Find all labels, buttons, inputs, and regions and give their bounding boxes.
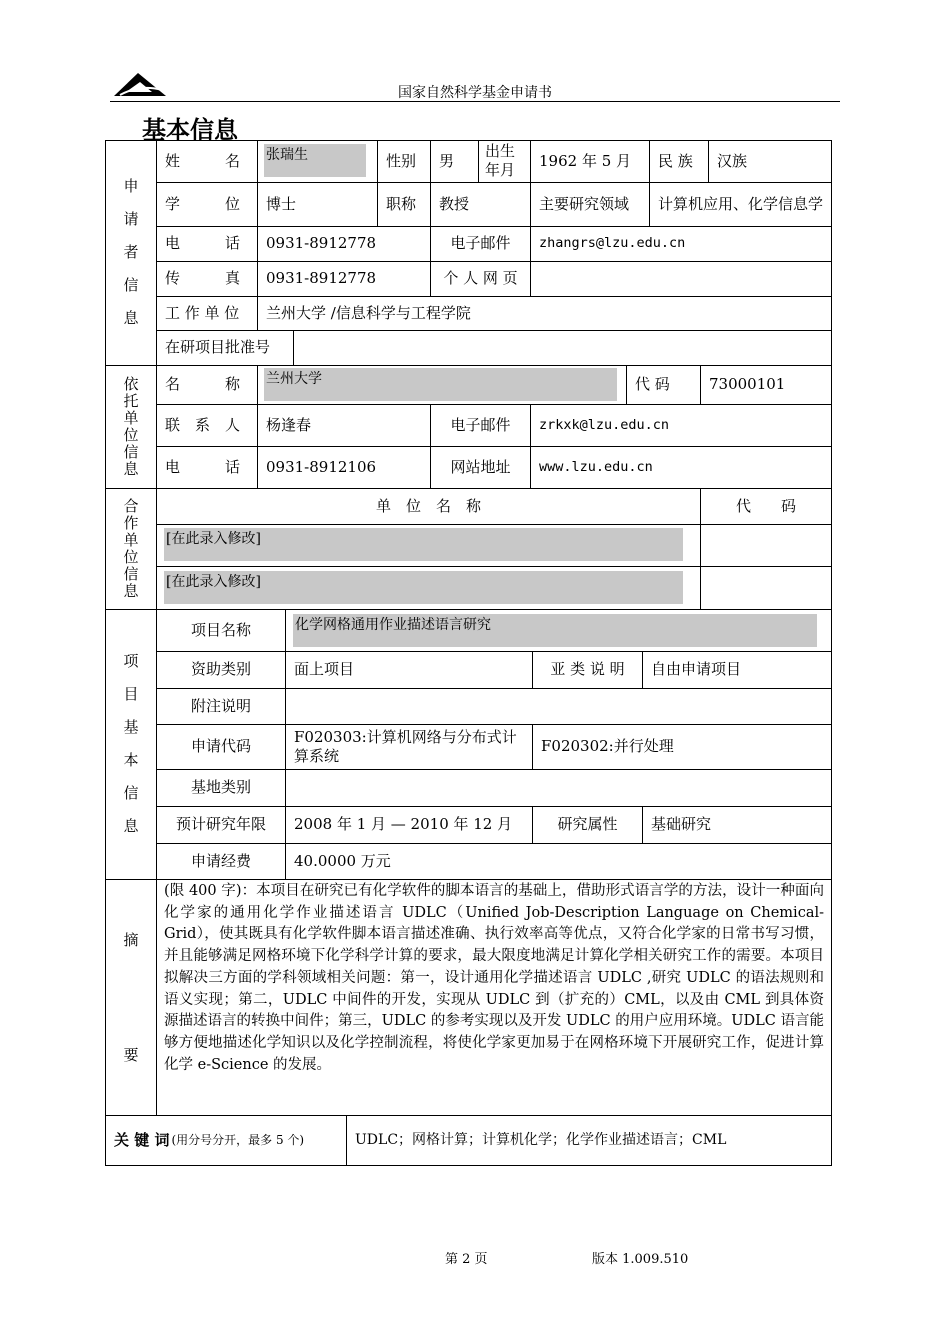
field-label: 主要研究领域 — [539, 194, 630, 213]
apply-code-label: 申请代码 — [190, 737, 251, 756]
keywords-hint: (用分号分开，最多 5 个) — [171, 1133, 305, 1147]
attr-value: 基础研究 — [651, 815, 712, 834]
homepage-value — [531, 261, 831, 296]
fax-value: 0931-8912778 — [266, 269, 377, 288]
budget-label: 申请经费 — [190, 851, 251, 870]
name-label: 姓 名 — [165, 151, 241, 170]
email-label: 电子邮件 — [450, 234, 511, 253]
abstract-label-top: 摘 — [123, 930, 139, 949]
base-value — [286, 769, 831, 806]
partner-code-header: 代 码 — [735, 496, 796, 515]
workunit-label: 工 作 单 位 — [165, 303, 240, 322]
header-title: 国家自然科学基金申请书 — [398, 85, 552, 101]
apply-code-2: F020302:并行处理 — [541, 737, 674, 756]
host-phone: 0931-8912106 — [266, 457, 377, 476]
period-value: 2008 年 1 月 — 2010 年 12 月 — [294, 815, 513, 834]
host-name: 兰州大学 — [266, 371, 322, 387]
host-group-label: 依 托 单 位 信 息 — [123, 374, 139, 478]
base-label: 基地类别 — [190, 778, 251, 797]
ethnicity-label: 民 族 — [658, 151, 693, 170]
title-value: 教授 — [439, 194, 470, 213]
partner-row-2[interactable]: [在此录入修改] — [166, 574, 261, 590]
host-contact: 杨逢春 — [266, 415, 312, 434]
phone-label: 电 话 — [165, 234, 241, 253]
footer-version: 版本 1.009.510 — [592, 1252, 689, 1267]
applicant-group-label: 申 请 者 信 息 — [123, 177, 139, 327]
host-code: 73000101 — [709, 375, 786, 394]
ethnicity-value: 汉族 — [717, 151, 748, 170]
title-label: 职称 — [386, 194, 417, 213]
budget-value: 40.0000 万元 — [294, 851, 391, 870]
funding-type: 面上项目 — [294, 660, 355, 679]
project-name: 化学网格通用作业描述语言研究 — [295, 617, 491, 633]
note-label: 附注说明 — [190, 696, 251, 715]
footer-page: 第 2 页 — [445, 1252, 488, 1267]
fax-label: 传 真 — [165, 269, 241, 288]
period-label: 预计研究年限 — [175, 815, 266, 834]
homepage-label: 个 人 网 页 — [443, 269, 518, 288]
ongoing-label: 在研项目批准号 — [165, 338, 271, 357]
section-title: 基本信息 — [142, 116, 238, 144]
host-website-label: 网站地址 — [450, 457, 511, 476]
partner-group-label: 合 作 单 位 信 息 — [123, 496, 139, 600]
phone-value: 0931-8912778 — [266, 234, 377, 253]
keywords-value: UDLC；网格计算；计算机化学；化学作业描述语言；CML — [355, 1131, 727, 1148]
ongoing-value — [294, 330, 831, 365]
host-email: zrkxk@lzu.edu.cn — [539, 416, 670, 433]
email-value: zhangrs@lzu.edu.cn — [539, 235, 686, 252]
field-value: 计算机应用、化学信息学 — [658, 194, 824, 213]
birth-value: 1962 年 5 月 — [539, 151, 632, 170]
degree-value: 博士 — [266, 194, 297, 213]
gender-value: 男 — [439, 151, 455, 170]
host-email-label: 电子邮件 — [450, 415, 511, 434]
keywords-label: 关 键 词 — [114, 1131, 170, 1150]
keywords-label-cell — [106, 1115, 346, 1166]
note-value — [286, 688, 831, 724]
host-contact-label: 联 系 人 — [165, 415, 241, 434]
partner-name-header: 单 位 名 称 — [375, 496, 481, 515]
subtype-label: 亚 类 说 明 — [550, 660, 625, 679]
abstract-text: (限 400 字)：本项目在研究已有化学软件的脚本语言的基础上，借助形式语言学的方法，设计一种面向化学家的通用化学作业描述语言 UDLC（Unified Job-Description Language on Chemical-Grid），使其既具有化学软件脚本语言描述准确、执行效率高等优点，又符合化学家的日常书写习惯，并且能够满足网格环境下化学科学计算的要求，最大限度地满足计算化学相关研究工作的需要。本项目拟解决三方面的学科领域相关问题：第一，设计通用化学描述语言 UDLC ,研究 UDLC 的语法规则和语义实现；第二，UDLC 中间件的开发，实现从 UDLC 到（扩充的）CML，以及由 CML 到具体资源描述语言的转换中间件；第三，UDLC 的参考实现以及开发 UDLC 的用户应用环境。UDLC 语言能够方便地描述化学知识以及化学控制流程，将使化学家更加易于在网格环境下开展研究工作，促进计算化学 e-Science 的发展。 — [164, 883, 824, 1073]
degree-label: 学 位 — [165, 194, 241, 213]
host-website: www.lzu.edu.cn — [539, 458, 653, 475]
abstract-label-bottom: 要 — [123, 1045, 139, 1064]
birth-label: 出生年月 — [485, 142, 516, 179]
host-phone-label: 电 话 — [165, 457, 241, 476]
attr-label: 研究属性 — [557, 815, 618, 834]
workunit-value: 兰州大学 /信息科学与工程学院 — [266, 303, 471, 322]
applicant-name: 张瑞生 — [266, 147, 308, 163]
host-name-label: 名 称 — [165, 375, 241, 394]
gender-label: 性别 — [386, 151, 417, 170]
host-code-label: 代 码 — [635, 375, 670, 394]
header-rule — [110, 101, 840, 102]
project-group-label: 项 目 基 本 信 息 — [123, 652, 139, 835]
project-name-label: 项目名称 — [190, 620, 251, 639]
apply-code-1: F020303:计算机网络与分布式计算系统 — [294, 727, 517, 765]
funding-type-label: 资助类别 — [190, 660, 251, 679]
partner-row-1[interactable]: [在此录入修改] — [166, 531, 261, 547]
subtype: 自由申请项目 — [651, 660, 742, 679]
